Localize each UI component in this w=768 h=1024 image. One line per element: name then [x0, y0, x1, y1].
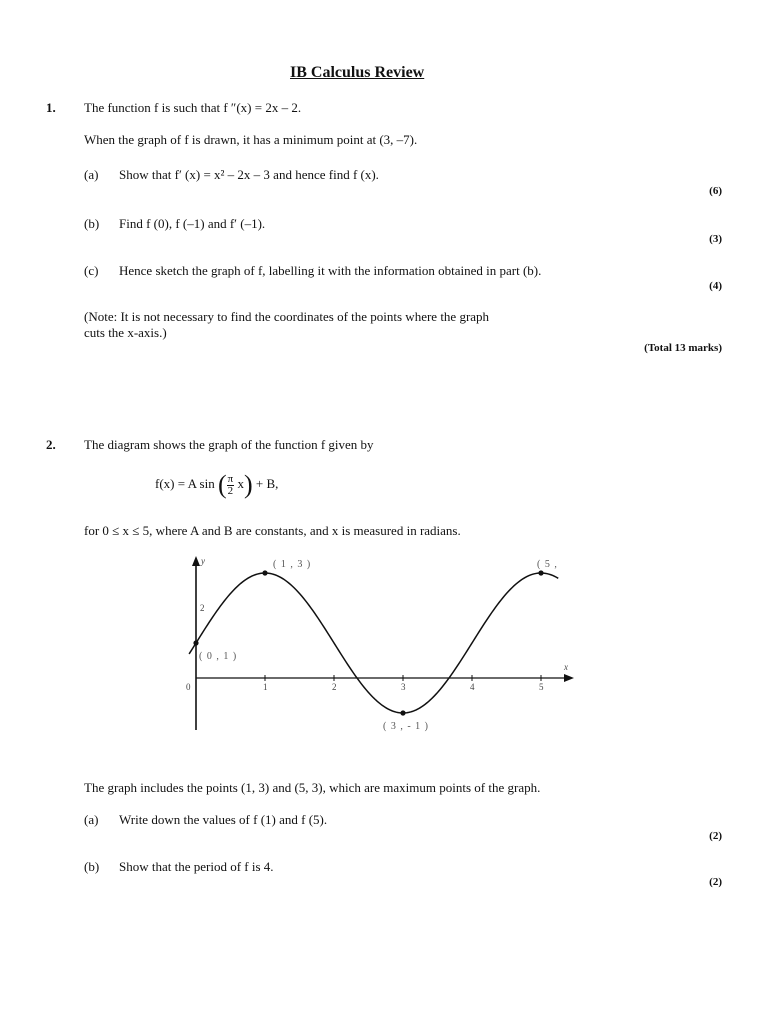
q2-part-a-text: Write down the values of f (1) and f (5). [119, 812, 328, 827]
formula-open-paren: ( [217, 470, 227, 499]
q1-part-c-text: Hence sketch the graph of f, labelling it with the information obtained in part (b). [119, 263, 542, 278]
formula-numerator: π [227, 472, 234, 485]
q2-part-b-marks: (2) [709, 876, 722, 888]
formula-variable: x [237, 475, 244, 491]
point-marker [193, 640, 198, 645]
q1-part-b-marks: (3) [709, 233, 722, 245]
point-label: ( 0 , 1 ) [199, 651, 238, 662]
y-tick-labels [200, 603, 205, 613]
x-tick-label: 5 [539, 682, 544, 692]
formula-fraction [227, 474, 235, 497]
y-axis-label: y [201, 556, 205, 566]
point-marker [262, 570, 267, 575]
q2-part-a-marks: (2) [709, 830, 722, 842]
q1-part-a-text: Show that f′ (x) = x² – 2x – 3 and hence find f (x). [119, 167, 379, 182]
q1-part-c-label: (c) [84, 263, 99, 278]
graph-description: The graph includes the points (1, 3) and (5, 3), which are maximum points of the graph. [84, 780, 541, 795]
labelled-points [193, 559, 557, 732]
q1-note-line-1: (Note: It is not necessary to find the coordinates of the points where the graph [84, 309, 490, 324]
y-axis-arrow [192, 556, 200, 566]
y-tick-label: 2 [200, 603, 205, 613]
point-marker [400, 710, 405, 715]
q1-part-a-label: (a) [84, 167, 99, 182]
q1-part-a-marks: (6) [709, 185, 722, 197]
x-axis-label: x [564, 662, 568, 672]
question-1-stem: The function f is such that f ″(x) = 2x – 2. [84, 100, 302, 115]
formula-right: + B, [255, 475, 279, 491]
x-tick-label: 1 [263, 682, 268, 692]
q1-total-marks: (Total 13 marks) [644, 342, 722, 354]
function-formula [155, 470, 278, 500]
domain-text: for 0 ≤ x ≤ 5, where A and B are constants, and x is measured in radians. [84, 523, 461, 538]
sine-graph [180, 550, 590, 740]
formula-close-paren: ) [243, 470, 253, 499]
x-tick-label: 0 [186, 682, 191, 692]
formula-left: f(x) = A sin [155, 475, 215, 491]
x-tick-label: 4 [470, 682, 475, 692]
x-tick-label: 3 [401, 682, 406, 692]
q2-part-b-label: (b) [84, 859, 100, 874]
x-axis-arrow [564, 674, 574, 682]
question-1-number: 1. [46, 100, 56, 115]
q2-part-a-label: (a) [84, 812, 99, 827]
question-2-number: 2. [46, 437, 56, 452]
formula-denominator: 2 [227, 484, 234, 497]
point-marker [538, 570, 543, 575]
point-label: ( 3 , - 1 ) [383, 721, 429, 732]
question-1-stem-2: When the graph of f is drawn, it has a minimum point at (3, –7). [84, 132, 418, 147]
q1-note-line-2: cuts the x-axis.) [84, 325, 167, 340]
question-2-stem: The diagram shows the graph of the function f given by [84, 437, 374, 452]
x-tick-label: 2 [332, 682, 337, 692]
q1-part-b-text: Find f (0), f (–1) and f′ (–1). [119, 216, 266, 231]
q2-part-b-text: Show that the period of f is 4. [119, 859, 274, 874]
q1-part-b-label: (b) [84, 216, 100, 231]
point-label: ( 1 , 3 ) [273, 559, 312, 570]
q1-part-c-marks: (4) [709, 280, 722, 292]
point-label: ( 5 , [537, 559, 558, 570]
page-title: IB Calculus Review [290, 64, 425, 81]
function-curve [189, 573, 558, 713]
